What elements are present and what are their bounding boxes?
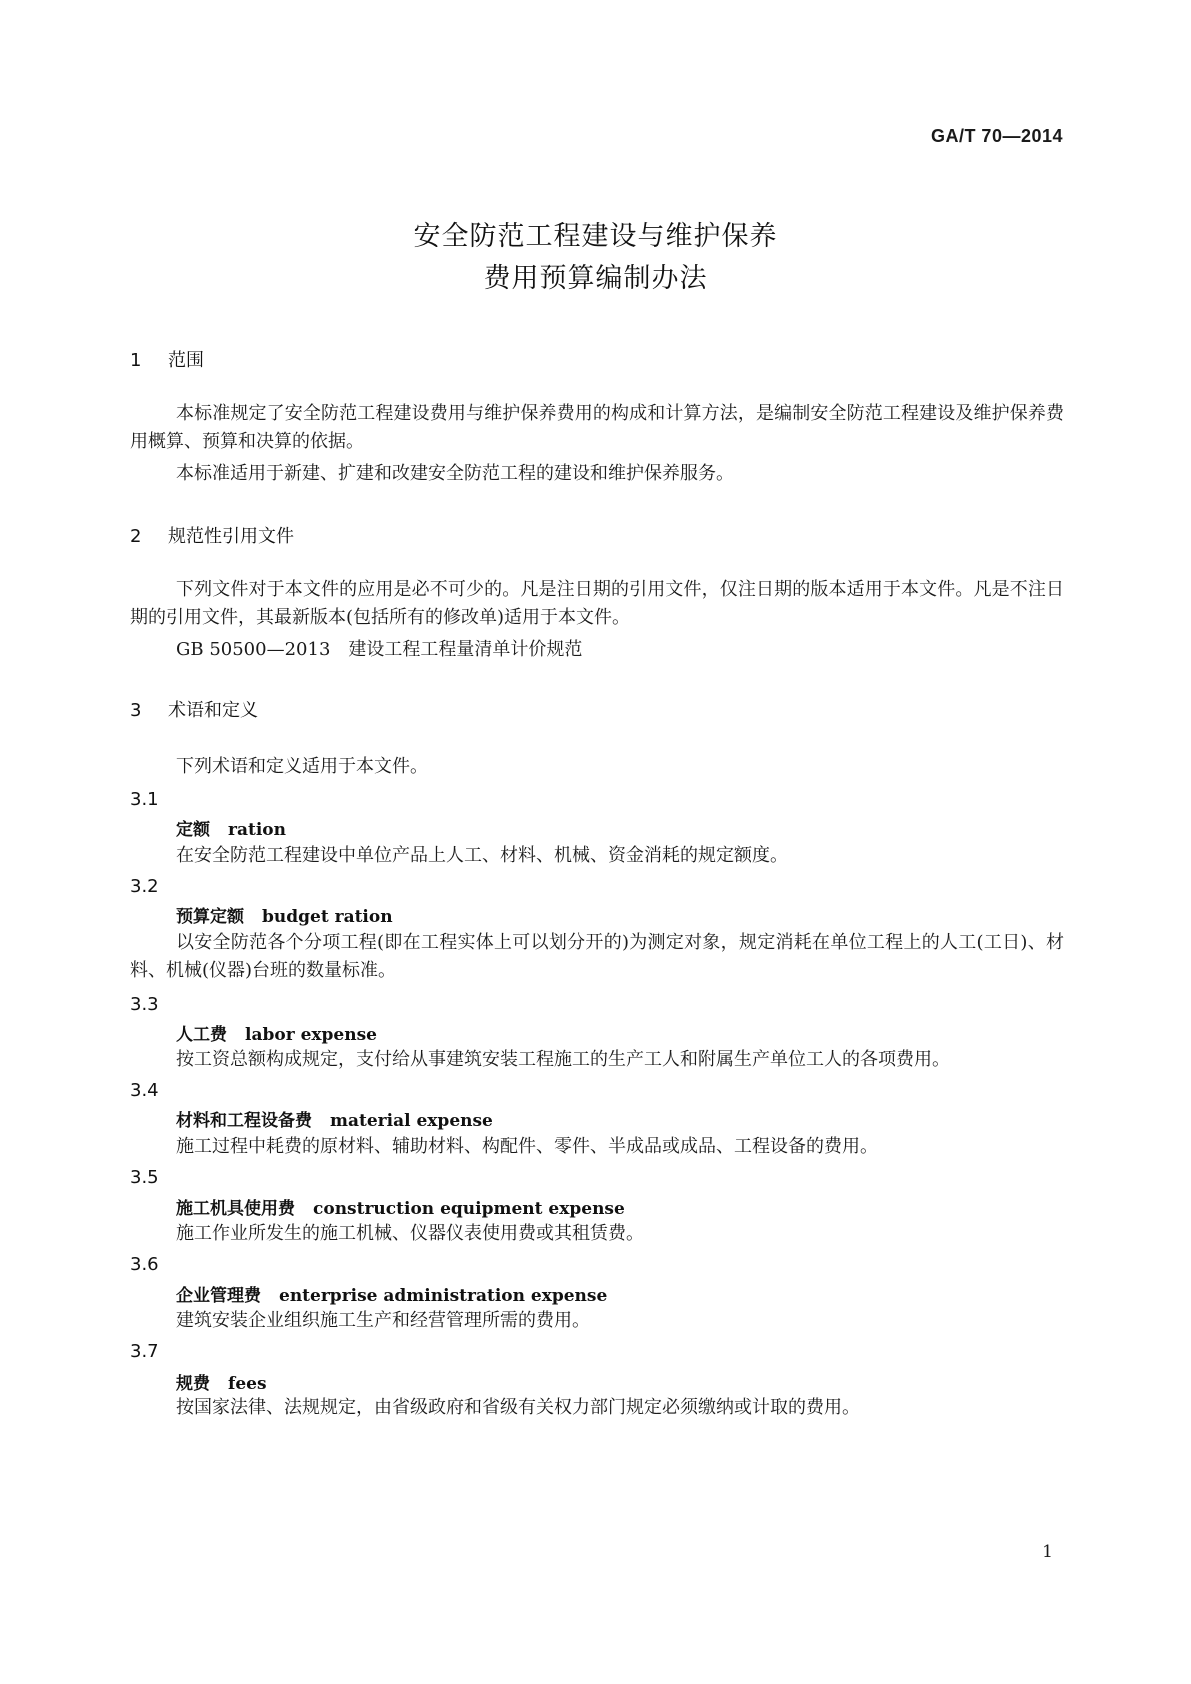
normative-reference: GB 50500—2013 建设工程工程量清单计价规范 <box>176 639 583 660</box>
term-en: enterprise administration expense <box>279 1286 608 1306</box>
term-number: 3.1 <box>130 789 159 810</box>
term-definition: 按国家法律、法规规定，由省级政府和省级有关权力部门规定必须缴纳或计取的费用。 <box>176 1397 860 1418</box>
term-number: 3.5 <box>130 1167 159 1188</box>
term-definition: 施工过程中耗费的原材料、辅助材料、构配件、零件、半成品或成品、工程设备的费用。 <box>176 1136 878 1157</box>
term-definition: 建筑安装企业组织施工生产和经营管理所需的费用。 <box>176 1310 590 1331</box>
term-zh: 人工费 <box>176 1025 227 1045</box>
section-number: 3 <box>130 700 142 721</box>
section-1-paragraph-2: 本标准适用于新建、扩建和改建安全防范工程的建设和维护保养服务。 <box>176 463 734 484</box>
standard-code: GA/T 70—2014 <box>930 126 1063 146</box>
section-title: 术语和定义 <box>168 700 258 721</box>
term-en: budget ration <box>262 907 393 927</box>
term-zh: 定额 <box>176 820 210 840</box>
section-1-heading <box>130 346 204 372</box>
term-heading <box>176 1194 625 1219</box>
document-title-line-2: 费用预算编制办法 <box>483 263 708 294</box>
term-en: fees <box>228 1374 267 1394</box>
term-en: labor expense <box>245 1025 377 1045</box>
section-number: 2 <box>130 526 142 547</box>
term-zh: 规费 <box>176 1374 210 1394</box>
term-zh: 预算定额 <box>176 907 244 927</box>
term-number: 3.2 <box>130 876 159 897</box>
term-zh: 材料和工程设备费 <box>176 1111 312 1131</box>
section-1-paragraph-1: 本标准规定了安全防范工程建设费用与维护保养费用的构成和计算方法，是编制安全防范工程建设及维护保养费用概算、预算和决算的依据。 <box>130 403 1064 452</box>
section-title: 规范性引用文件 <box>168 526 294 547</box>
term-definition: 施工作业所发生的施工机械、仪器仪表使用费或其租赁费。 <box>176 1223 644 1244</box>
term-definition: 在安全防范工程建设中单位产品上人工、材料、机械、资金消耗的规定额度。 <box>176 845 788 866</box>
section-3-heading <box>130 696 258 722</box>
term-definition: 按工资总额构成规定，支付给从事建筑安装工程施工的生产工人和附属生产单位工人的各项费用。 <box>176 1049 950 1070</box>
term-number: 3.4 <box>130 1080 159 1101</box>
term-heading <box>176 902 393 927</box>
section-title: 范围 <box>168 350 204 371</box>
section-2-heading <box>130 522 294 548</box>
term-heading <box>176 1369 267 1394</box>
document-title-line-1: 安全防范工程建设与维护保养 <box>413 221 778 252</box>
term-zh: 施工机具使用费 <box>176 1199 295 1219</box>
term-heading <box>176 1281 607 1306</box>
term-en: material expense <box>330 1111 493 1131</box>
term-heading <box>176 1106 493 1131</box>
term-heading <box>176 1020 377 1045</box>
term-zh: 企业管理费 <box>176 1286 261 1306</box>
section-3-intro: 下列术语和定义适用于本文件。 <box>176 756 428 777</box>
section-number: 1 <box>130 350 142 371</box>
section-2-paragraph-1: 下列文件对于本文件的应用是必不可少的。凡是注日期的引用文件，仅注日期的版本适用于本文件。凡是不注日期的引用文件，其最新版本(包括所有的修改单)适用于本文件。 <box>130 579 1064 628</box>
page-number: 1 <box>1042 1542 1053 1562</box>
term-heading <box>176 815 286 840</box>
term-number: 3.7 <box>130 1341 159 1362</box>
term-number: 3.6 <box>130 1254 159 1275</box>
term-definition: 以安全防范各个分项工程(即在工程实体上可以划分开的)为测定对象，规定消耗在单位工程上的人工(工日)、材料、机械(仪器)台班的数量标准。 <box>130 932 1064 981</box>
term-en: ration <box>228 820 286 840</box>
term-en: construction equipment expense <box>313 1199 625 1219</box>
term-number: 3.3 <box>130 994 159 1015</box>
